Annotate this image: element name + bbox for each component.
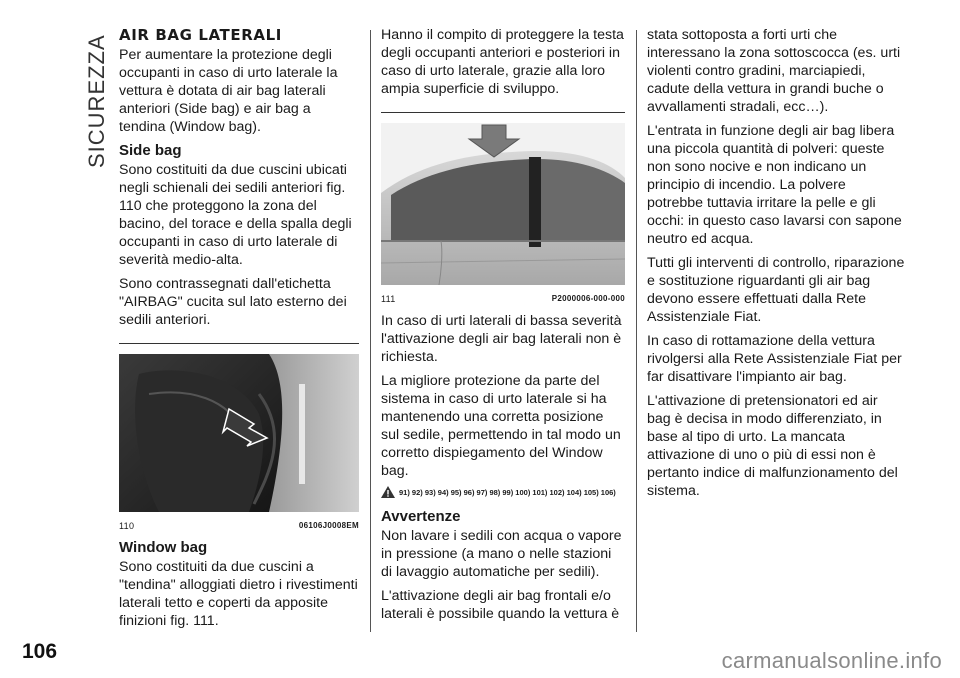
watermark-text: carmanualsonline.info (721, 648, 942, 673)
column-3 (647, 26, 905, 506)
warning-references (381, 486, 625, 498)
paragraph-service-network: Tutti gli interventi di controllo, riparazione e sostituzione riguardanti gli air bag devono essere effettuati dalla Rete Assistenziale Fiat. (647, 255, 905, 325)
figure-rule (381, 112, 625, 113)
paragraph-scrapping: In caso di rottamazione della vettura rivolgersi alla Rete Assistenziale Fiat per far disattivare l'impianto air bag. (647, 333, 902, 385)
paragraph-pretensioners: L'attivazione di pretensionatori ed air bag è decisa in modo differenziato, in base al tipo di urto. La mancata attivazione di uno o più di essi non è pertanto indice di malfunzionamento del sistema. (647, 393, 898, 499)
car-window-bag-image (381, 123, 625, 285)
window-bag-paragraph: Sono costituiti da due cuscini a "tendina" alloggiati dietro i rivestimenti laterali tetto e coperti da apposite finizioni fig. 111. (119, 559, 358, 629)
figure-110 (119, 343, 359, 531)
side-bag-paragraph-2: Sono contrassegnati dall'etichetta "AIRBAG" cucita sul lato esterno dei sedili anteriori. (119, 276, 347, 328)
paragraph-powder-release: L'entrata in funzione degli air bag libera una piccola quantità di polveri: queste non sono nocive e non indicano un principio di incendio. La polvere potrebbe tuttavia irritare la pelle e gli occhi: in questo caso lavarsi con sapone neutro ed acqua. (647, 123, 902, 247)
paragraph-underbody-impacts: stata sottoposta a forti urti che interessano la zona sottoscocca (es. urti violenti contro gradini, marciapiedi, cadute della vettura in grandi buche o avvallamenti stradali, ecc…). (647, 27, 901, 115)
seat-airbag-image (119, 354, 359, 512)
column-divider-right (636, 30, 637, 632)
window-bag-heading: Window bag (119, 539, 208, 556)
figure-number: 110 (119, 521, 135, 531)
column-divider-left (370, 30, 371, 632)
avvertenze-heading: Avvertenze (381, 508, 461, 525)
figure-111 (381, 112, 625, 304)
paragraph-head-protection: Hanno il compito di proteggere la testa degli occupanti anteriori e posteriori in caso di urto laterale, grazie alla loro ampia superficie di sviluppo. (381, 27, 624, 97)
figure-code: P2000006-000-000 (551, 294, 625, 303)
figure-code: 06106J0008EM (298, 521, 359, 530)
paragraph-low-severity: In caso di urti laterali di bassa severità l'attivazione degli air bag laterali non è richiesta. (381, 313, 622, 365)
intro-paragraph: Per aumentare la protezione degli occupanti in caso di urto laterale la vettura è dotata di air bag laterali anteriori (Side bag) e air bag a tendina (Window bag). (119, 47, 338, 135)
figure-rule (119, 343, 359, 344)
section-label: SICUREZZA (84, 34, 109, 168)
side-bag-paragraph-1: Sono costituiti da due cuscini ubicati negli schienali dei sedili anteriori fig. 110 che proteggono la zona del bacino, del torace e della spalla degli occupanti in caso di urto laterale di severità medio-alta. (119, 162, 352, 268)
warning-triangle-icon (381, 486, 395, 498)
side-bag-heading: Side bag (119, 142, 182, 159)
section-heading: AIR BAG LATERALI (119, 26, 282, 44)
column-2 (381, 26, 625, 629)
column-1 (119, 26, 359, 636)
figure-number: 111 (381, 294, 396, 304)
paragraph-best-protection: La migliore protezione da parte del sistema in caso di urto laterale si ha mantenendo una corretta posizione sul sedile, permettendo in tal modo un corretto dispiegamento del Window bag. (381, 373, 621, 479)
paragraph-activation: L'attivazione degli air bag frontali e/o laterali è possibile quando la vettura è (381, 588, 620, 622)
page-number: 106 (22, 640, 58, 663)
warning-reference-list: 91) 92) 93) 94) 95) 96) 97) 98) 99) 100) 101) 102) 104) 105) 106) (399, 487, 616, 497)
paragraph-no-washing: Non lavare i sedili con acqua o vapore in pressione (a mano o nelle stazioni di lavaggio automatiche per sedili). (381, 528, 622, 580)
